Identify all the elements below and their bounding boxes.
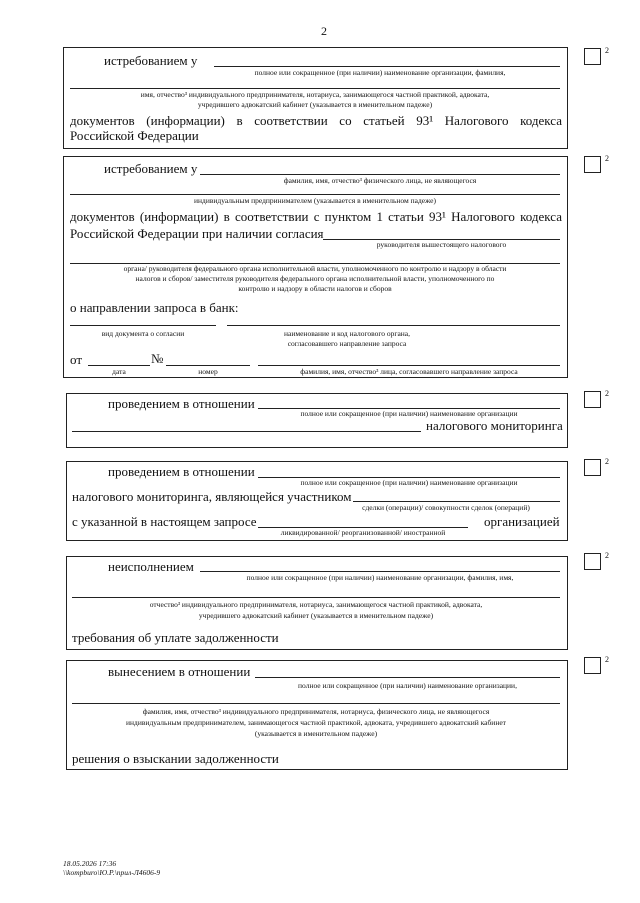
section-5-input-line-2[interactable] [72,597,560,598]
section-4-body-2a: с указанной в настоящем запросе [72,514,257,529]
section-2-body-3: о направлении запроса в банк: [70,300,239,315]
section-6-checkbox-footnote: 2 [605,655,609,664]
page-number: 2 [321,24,327,38]
section-6-input-line-1[interactable] [255,677,560,678]
section-6-checkbox[interactable] [584,657,601,674]
section-2-body-1: документов (информации) в соответствии с пунктом 1 статьи 93¹ Налогового кодекса [70,209,562,224]
section-5-input-line-1[interactable] [200,571,560,572]
section-5-hint-3: учредившего адвокатский кабинет (указывается в именительном падеже) [198,611,434,620]
section-2-body-2: Российской Федерации при наличии согласия [70,226,324,241]
section-2-tax-body-line[interactable] [227,325,560,326]
section-1-lead: истребованием у [104,53,198,68]
section-2-hint-number: номер [198,367,218,376]
section-1-body-1: документов (информации) в соответствии со статьей 93¹ Налогового кодекса [70,113,562,128]
section-6-hint-1: полное или сокращенное (при наличии) наименование организации, [298,681,517,690]
section-5-lead: неисполнением [108,559,194,574]
section-2-number-label: № [151,351,164,366]
section-5-hint-2: отчество³ индивидуального предпринимателя, нотариуса, занимающегося частной практикой, адвоката, [149,600,483,609]
footer-file-reference: \\kompburo\Ю.Р.\прил-Л4606-9 [63,868,161,877]
section-2-hint-1: фамилия, имя, отчество³ физического лица, не являющегося [283,176,477,185]
section-1-input-line-2[interactable] [70,88,560,89]
section-4-body-2b: организацией [484,514,560,529]
section-6-input-line-2[interactable] [72,703,560,704]
section-2-hint-person: фамилия, имя, отчество³ лица, согласовавшего направление запроса [300,367,518,376]
section-6-hint-4: (указывается в именительном падеже) [254,729,378,738]
section-4-input-line-2[interactable] [353,501,560,502]
section-2-hint-2: индивидуальным предпринимателем (указывается в именительном падеже) [193,196,437,205]
section-4-hint-1: полное или сокращенное (при наличии) наименование организации [300,478,518,487]
section-4-hint-3: ликвидированной/ реорганизованной/ иностранной [280,528,446,537]
section-2-number-input[interactable] [166,365,250,366]
section-2-hint-6: контролю и надзору в области налогов и сборов [238,284,392,293]
section-2-from-label: от [70,352,83,367]
section-1-input-line-1[interactable] [214,66,560,67]
section-3-body-1: налогового мониторинга [426,418,563,433]
section-2-hint-9: согласовавшего направление запроса [287,339,407,348]
section-4-hint-2: сделки (операции)/ совокупности сделок (операций) [362,503,530,512]
section-2-lead: истребованием у [104,161,198,176]
section-1-body-2: Российской Федерации [70,128,199,143]
section-3-hint-1: полное или сокращенное (при наличии) наименование организации [300,409,518,418]
section-4-body-1: налогового мониторинга, являющейся участником [72,489,352,504]
section-3-checkbox[interactable] [584,391,601,408]
section-5-hint-1: полное или сокращенное (при наличии) наименование организации, фамилия, имя, [246,573,514,582]
section-5-checkbox[interactable] [584,553,601,570]
section-2-hint-date: дата [112,367,126,376]
section-2-checkbox-footnote: 2 [605,154,609,163]
section-1-checkbox-footnote: 2 [605,46,609,55]
section-6-hint-3: индивидуальным предпринимателем, занимающегося частной практикой, адвоката, учредившего адвокатский кабинет [126,718,506,727]
section-6-body-1: решения о взыскании задолженности [72,751,279,766]
section-2-consent-doc-line[interactable] [70,325,216,326]
section-4-lead: проведением в отношении [108,464,255,479]
section-4-checkbox[interactable] [584,459,601,476]
section-2-input-line-1[interactable] [200,174,560,175]
section-2-hint-7: вид документа о согласии [101,329,185,338]
section-2-checkbox[interactable] [584,156,601,173]
section-5-body-1: требования об уплате задолженности [72,630,279,645]
section-4-checkbox-footnote: 2 [605,457,609,466]
section-6-hint-2: фамилия, имя, отчество³ индивидуального предпринимателя, нотариуса, физического лица, не являющегося [142,707,490,716]
section-2-person-input[interactable] [258,365,560,366]
section-3-checkbox-footnote: 2 [605,389,609,398]
section-3-input-line-2[interactable] [72,431,421,432]
section-2-hint-3: руководителя вышестоящего налогового [376,240,507,249]
section-6-lead: вынесением в отношении [108,664,251,679]
section-3-lead: проведением в отношении [108,396,255,411]
section-2-input-line-2[interactable] [70,194,560,195]
footer-timestamp: 18.05.2026 17:36 [63,859,117,868]
section-1-hint-1: полное или сокращенное (при наличии) наименование организации, фамилия, [254,68,506,77]
section-1-checkbox[interactable] [584,48,601,65]
section-2-hint-5: налогов и сборов/ заместителя руководителя федерального органа исполнительной власти, уполномоченного по [135,274,495,283]
section-2-date-input[interactable] [88,365,150,366]
section-5-checkbox-footnote: 2 [605,551,609,560]
section-2-hint-4: органа/ руководителя федерального органа исполнительной власти, уполномоченного по контролю и надзору в области [123,264,507,273]
section-1-hint-3: учредившего адвокатский кабинет (указывается в именительном падеже) [197,100,433,109]
section-2-hint-8: наименование и код налогового органа, [284,329,410,338]
section-1-hint-2: имя, отчество³ индивидуального предпринимателя, нотариуса, занимающегося частной практикой, адвоката, [140,90,490,99]
